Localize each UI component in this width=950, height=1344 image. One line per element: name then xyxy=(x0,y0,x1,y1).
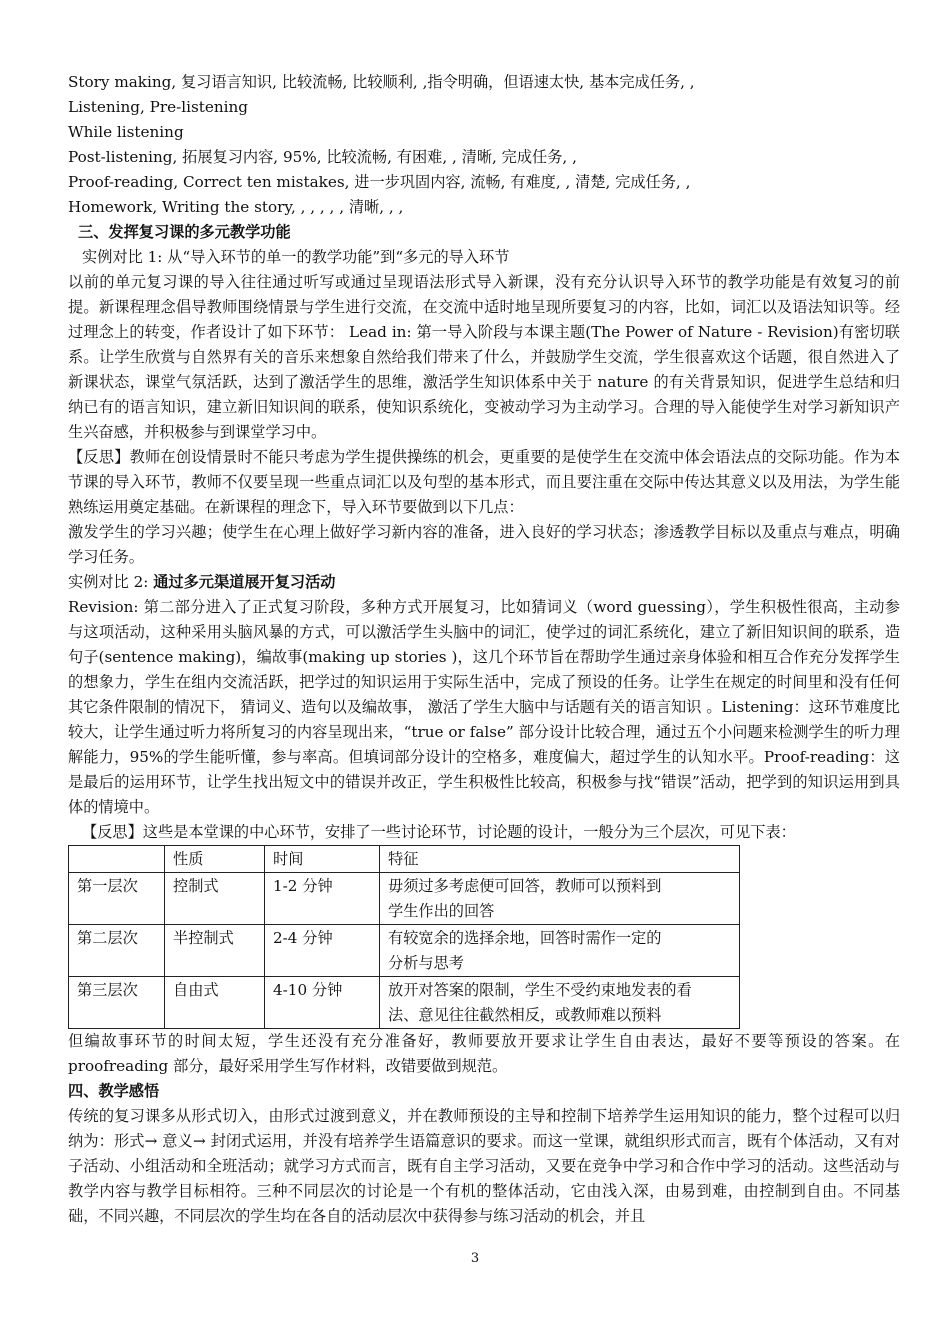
table-header-cell: 时间 xyxy=(265,846,380,873)
intro-line-while-listening: While listening xyxy=(68,123,184,141)
table-cell-level: 第一层次 xyxy=(69,873,165,925)
section3-heading: 三、发挥复习课的多元教学功能 xyxy=(78,223,291,241)
intro-line-story: Story making, 复习语言知识, 比较流畅, 比较顺利, ,指令明确，但语速太快, 基本完成任务, , xyxy=(68,73,695,91)
table-cell-time: 1-2 分钟 xyxy=(265,873,380,925)
table-cell-nature: 自由式 xyxy=(165,977,265,1029)
table-row xyxy=(69,925,740,977)
table-row xyxy=(69,873,740,925)
table-cell-time: 4-10 分钟 xyxy=(265,977,380,1029)
table-header-cell xyxy=(69,846,165,873)
feature-line: 法、意见往往截然相反，或教师难以预料 xyxy=(388,1006,662,1024)
feature-line: 有较宽余的选择余地，回答时需作一定的 xyxy=(388,929,662,947)
table-cell-feature xyxy=(380,977,740,1029)
reflection2: 【反思】这些是本堂课的中心环节，安排了一些讨论环节，讨论题的设计，一般分为三个层次，可见下表： xyxy=(82,823,796,841)
table-row xyxy=(69,977,740,1029)
feature-line: 毋须过多考虑便可回答，教师可以预料到 xyxy=(388,877,662,895)
case1-body: 以前的单元复习课的导入往往通过听写或通过呈现语法形式导入新课，没有充分认识导入环节的教学功能是有效复习的前提。新课程理念倡导教师围绕情景与学生进行交流，在交流中适时地呈现所要复习的内容，比如，词汇以及语法知识等。经过理念上的转变，作者设计了如下环节： Lead in: 第一导入阶段与本课主题(The Power of Nature - Revision)有密切联系。让学生欣赏与自然界有关的音乐来想象自然给我们带来了什么，并鼓励学生交流，学生很喜欢这个话题，很自然进入了新课状态，课堂气氛活跃，达到了激活学生的思维，激活学生知识体系中关于 nature 的有关背景知识，促进学生总结和归纳已有的语言知识，建立新旧知识间的联系，使知识系统化，变被动学习为主动学习。合理的导入能使学生对学习新知识产生兴奋感，并积极参与到课堂学习中。 xyxy=(68,273,900,441)
table-header-cell: 特征 xyxy=(380,846,740,873)
table-cell-nature: 半控制式 xyxy=(165,925,265,977)
table-cell-level: 第二层次 xyxy=(69,925,165,977)
after-table-note: 但编故事环节的时间太短，学生还没有充分准备好，教师要放开要求让学生自由表达，最好不要等预设的答案。在 proofreading 部分，最好采用学生写作材料，改错要做到规范。 xyxy=(68,1032,900,1075)
table-cell-feature xyxy=(380,873,740,925)
intro-line-homework: Homework, Writing the story, , , , , , 清晰, , , xyxy=(68,198,404,216)
feature-line: 学生作出的回答 xyxy=(388,902,495,920)
reflection1-points: 激发学生的学习兴趣；使学生在心理上做好学习新内容的准备，进入良好的学习状态；渗透教学目标以及重点与难点，明确学习任务。 xyxy=(68,523,900,566)
intro-line-listening: Listening, Pre-listening xyxy=(68,98,248,116)
case2-prefix: 实例对比 2: xyxy=(68,573,154,591)
intro-line-post-listening: Post-listening, 拓展复习内容, 95%, 比较流畅, 有困难, , 清晰, 完成任务, , xyxy=(68,148,577,166)
case2-title: 通过多元渠道展开复习活动 xyxy=(153,573,336,591)
intro-line-proofreading: Proof-reading, Correct ten mistakes, 进一步巩固内容, 流畅, 有难度, , 清楚, 完成任务, , xyxy=(68,173,691,191)
reflection1: 【反思】教师在创设情景时不能只考虑为学生提供操练的机会，更重要的是使学生在交流中体会语法点的交际功能。作为本节课的导入环节，教师不仅要呈现一些重点词汇以及句型的基本形式，而且要注重在交际中传达其意义以及用法，为学生能熟练运用奠定基础。在新课程的理念下，导入环节要做到以下几点： xyxy=(68,448,900,516)
feature-line: 放开对答案的限制，学生不受约束地发表的看 xyxy=(388,981,692,999)
case1-title: 实例对比 1: 从“导入环节的单一的教学功能”到“多元的导入环节 xyxy=(82,248,510,266)
table-cell-feature xyxy=(380,925,740,977)
discussion-levels-table xyxy=(68,845,740,1029)
case2-title-line xyxy=(68,570,900,595)
case2-body: Revision: 第二部分进入了正式复习阶段，多种方式开展复习，比如猜词义（word guessing），学生积极性很高，主动参与这项活动，这种采用头脑风暴的方式，可以激活学生头脑中的词汇，使学过的词汇系统化，建立了新旧知识间的联系，造句子(sentence making)，编故事(making up stories )，这几个环节旨在帮助学生通过亲身体验和相互合作充分发挥学生的想象力，学生在组内交流活跃，把学过的知识运用于实际生活中，完成了预设的任务。让学生在规定的时间里和没有任何其它条件限制的情况下， 猜词义、造句以及编故事， 激活了学生大脑中与话题有关的语言知识 。Listening：这环节难度比较大，让学生通过听力将所复习的内容呈现出来，“true or false” 部分设计比较合理，通过五个小问题来检测学生的听力理解能力，95%的学生能听懂，参与率高。但填词部分设计的空格多，难度偏大，超过学生的认知水平。Proof-reading：这是最后的运用环节，让学生找出短文中的错误并改正，学生积极性比较高，积极参与找“错误”活动，把学到的知识运用到具体的情境中。 xyxy=(68,598,900,816)
table-cell-time: 2-4 分钟 xyxy=(265,925,380,977)
table-header-cell: 性质 xyxy=(165,846,265,873)
table-cell-nature: 控制式 xyxy=(165,873,265,925)
section4-heading: 四、教学感悟 xyxy=(68,1082,160,1100)
section4-body: 传统的复习课多从形式切入，由形式过渡到意义，并在教师预设的主导和控制下培养学生运用知识的能力，整个过程可以归纳为：形式→ 意义→ 封闭式运用，并没有培养学生语篇意识的要求。而这一堂课，就组织形式而言，既有个体活动，又有对子活动、小组活动和全班活动；就学习方式而言，既有自主学习活动，又要在竞争中学习和合作中学习的活动。这些活动与教学内容与教学目标相符。三种不同层次的讨论是一个有机的整体活动，它由浅入深，由易到难，由控制到自由。不同基础，不同兴趣，不同层次的学生均在各自的活动层次中获得参与练习活动的机会，并且 xyxy=(68,1107,900,1225)
feature-line: 分析与思考 xyxy=(388,954,464,972)
table-cell-level: 第三层次 xyxy=(69,977,165,1029)
document-page xyxy=(68,70,900,1229)
page-number: 3 xyxy=(470,1251,480,1266)
table-header-row xyxy=(69,846,740,873)
